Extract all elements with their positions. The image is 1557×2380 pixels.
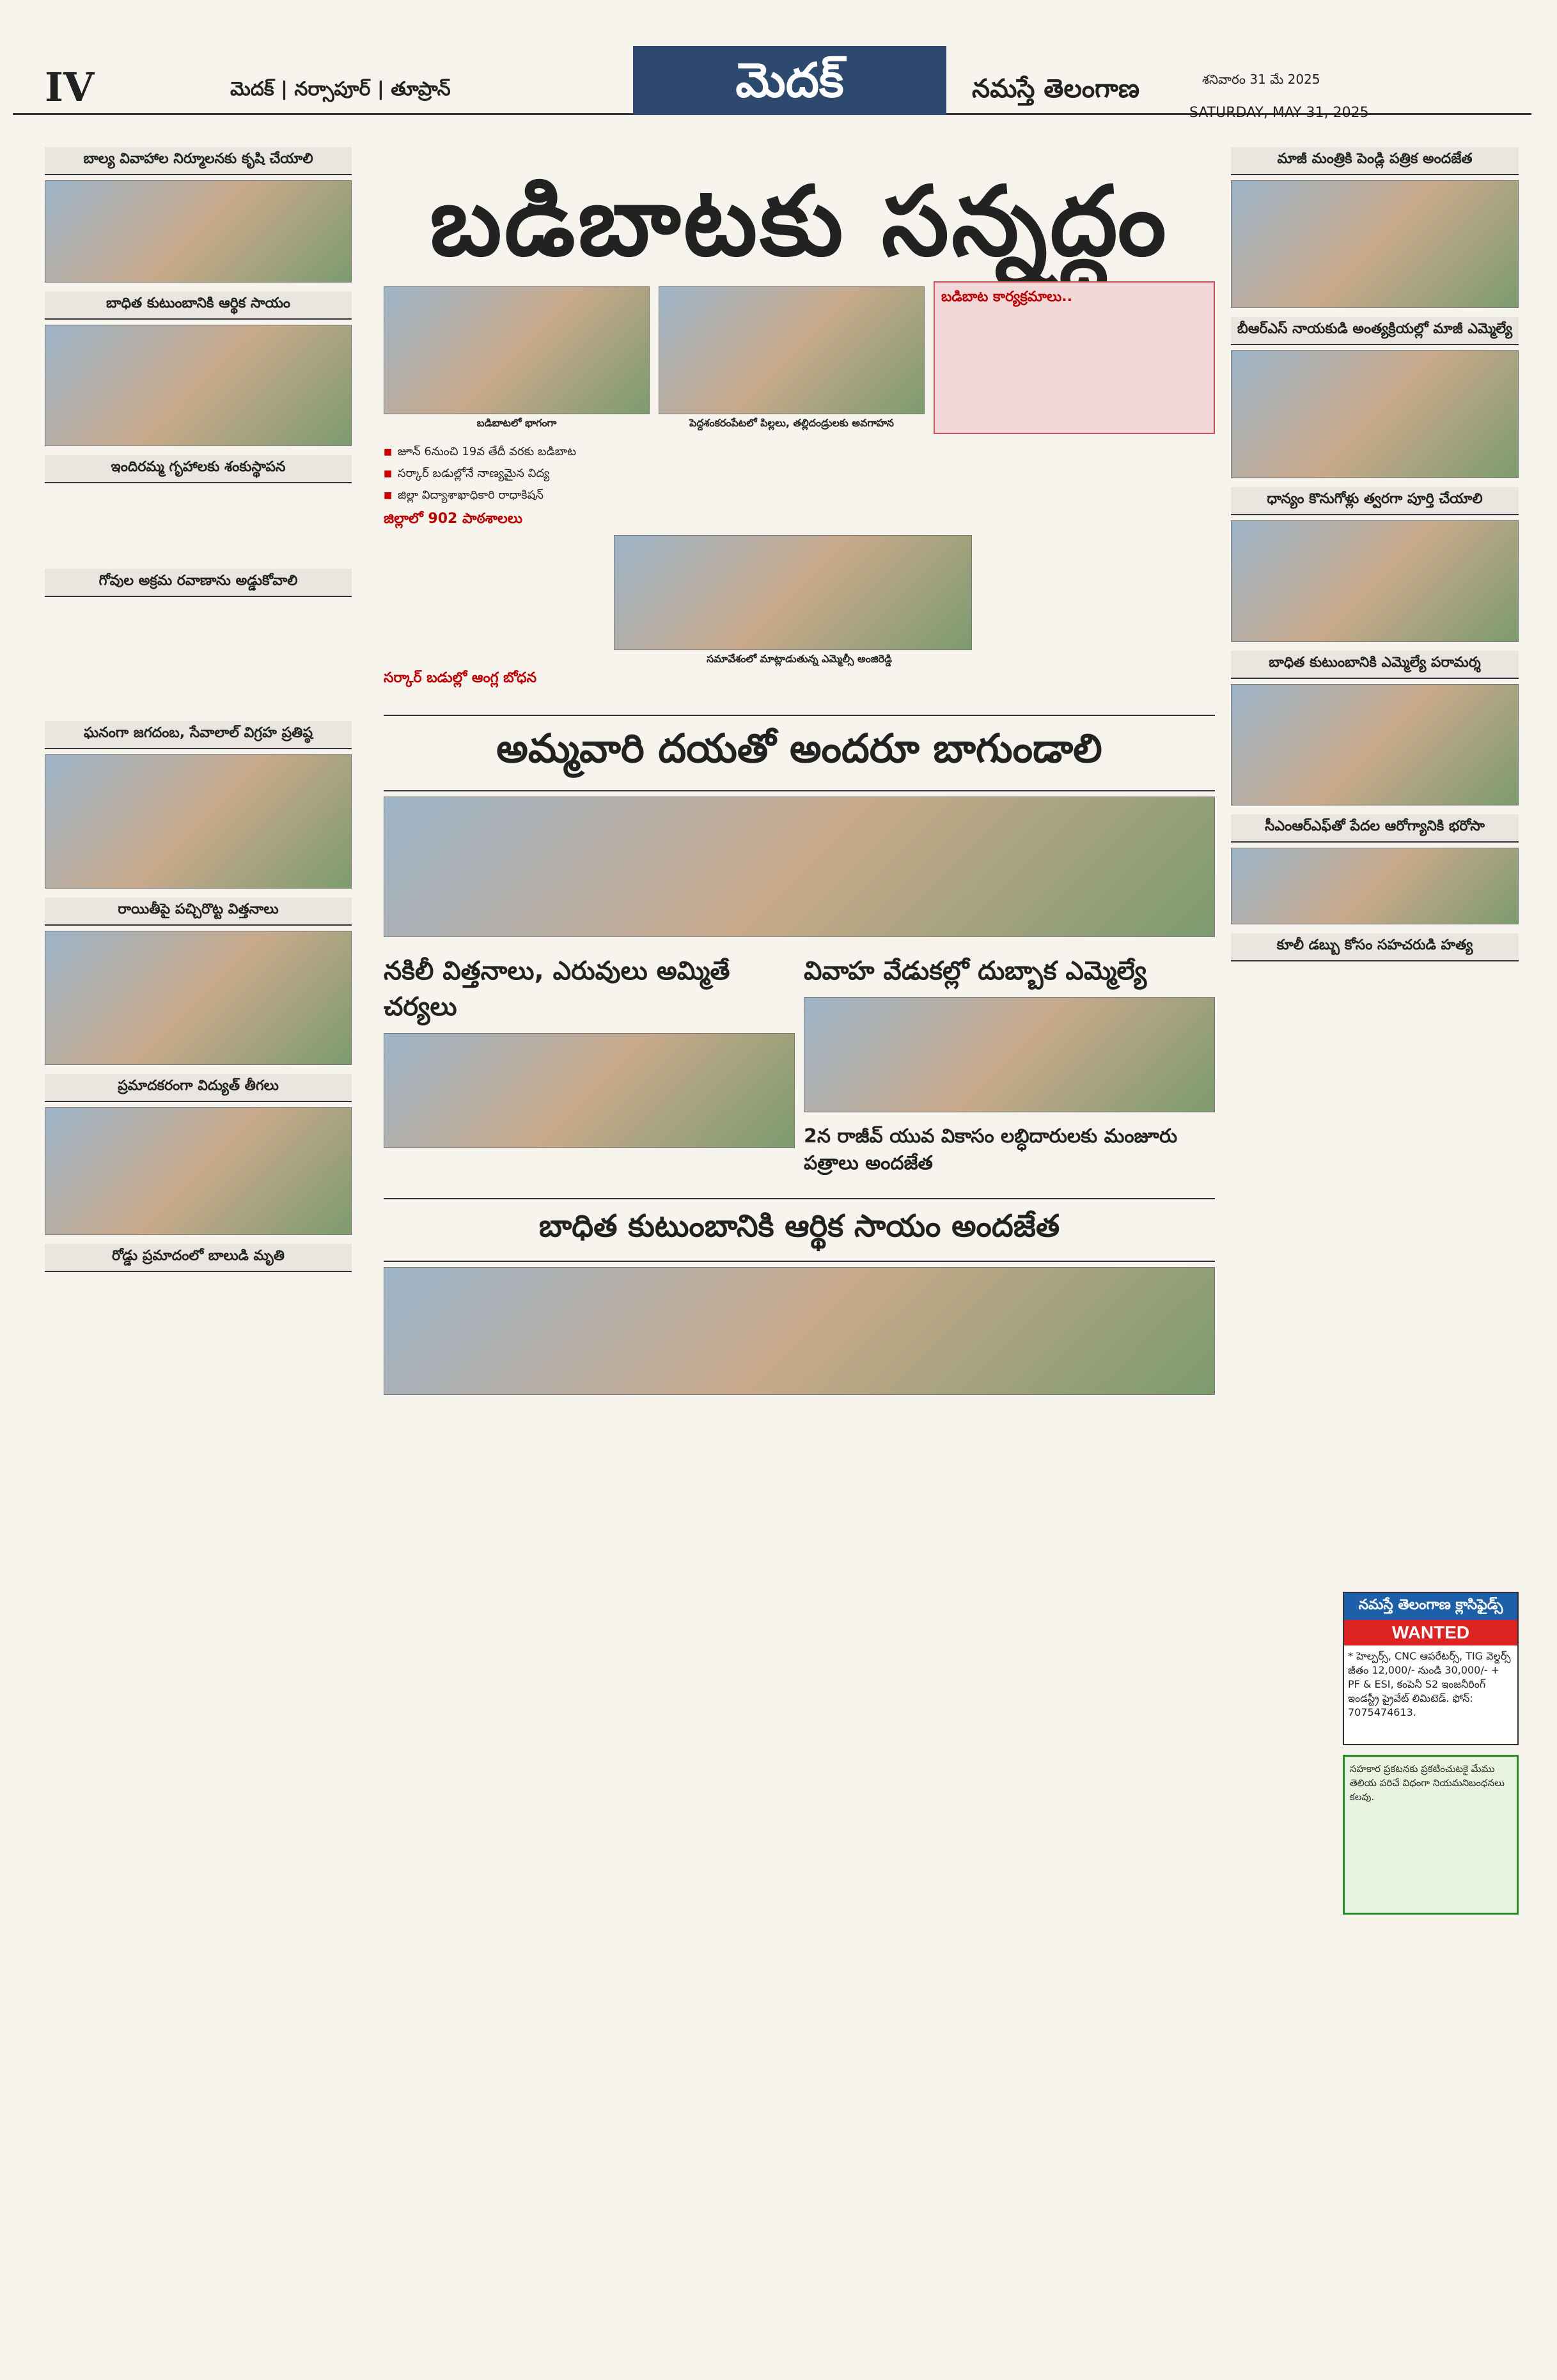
- left-column: [45, 147, 352, 2346]
- photo-caption: బడిబాటలో భాగంగా: [476, 417, 557, 429]
- news-photo: [1231, 350, 1519, 478]
- photo-caption: సమావేశంలో మాట్లాడుతున్న ఎమ్మెల్సీ అంజిరెడ్డి: [707, 653, 892, 665]
- bullet-list: [384, 443, 1215, 504]
- news-photo: [45, 754, 352, 889]
- photo-caption: పెద్దశంకరంపేటలో పిల్లలు, తల్లిదండ్రులకు అవగాహన: [689, 417, 894, 429]
- notice-box: సహకార ప్రకటనకు ప్రకటించుటకై మేము తెలియ పరిచే విధంగా నియమనిబంధనలు కలవు.: [1343, 1755, 1519, 1915]
- story-heading: ధాన్యం కొనుగోళ్లు త్వరగా పూర్తి చేయాలి: [1231, 487, 1519, 515]
- news-photo: [45, 1107, 352, 1235]
- news-photo: [384, 286, 650, 414]
- story: [1231, 933, 1519, 961]
- story-heading: మాజీ మంత్రికి పెండ్లి పత్రిక అందజేత: [1231, 147, 1519, 175]
- story: [1231, 147, 1519, 308]
- news-photo: [384, 1033, 795, 1148]
- text-block: [45, 483, 352, 560]
- text-block: [45, 597, 352, 712]
- story: [384, 956, 795, 1179]
- story-heading: ఇందిరమ్మ గృహాలకు శంకుస్థాపన: [45, 455, 352, 483]
- story-heading: కూలీ డబ్బు కోసం సహచరుడి హత్య: [1231, 933, 1519, 961]
- photo-block: [659, 281, 925, 434]
- subhead: జిల్లాలో 902 పాఠశాలలు: [384, 511, 522, 527]
- program-heading: బడిబాట కార్యక్రమాలు..: [941, 289, 1072, 305]
- news-photo: [1231, 520, 1519, 642]
- program-box: [934, 281, 1215, 434]
- bullet-item: ■ జిల్లా విద్యాశాఖాధికారి రాధాకిషన్: [384, 486, 1215, 504]
- date-telugu: శనివారం 31 మే 2025: [1202, 72, 1320, 87]
- subhead: సర్కార్ బడుల్లో ఆంగ్ల బోధన: [384, 670, 537, 686]
- wanted-banner: WANTED: [1344, 1620, 1517, 1645]
- classified-title: నమస్తే తెలంగాణ క్లాసిఫైడ్స్: [1344, 1593, 1517, 1620]
- news-photo: [384, 797, 1215, 937]
- main-column: [384, 281, 1215, 2346]
- story: [1231, 317, 1519, 478]
- news-photo: [614, 535, 972, 650]
- story-headline: బాధిత కుటుంబానికి ఆర్థిక సాయం అందజేత: [384, 1198, 1215, 1262]
- date-english: SATURDAY, MAY 31, 2025: [1189, 105, 1369, 121]
- lead-headline: బడిబాటకు సన్నద్ధం: [430, 166, 1169, 277]
- news-photo: [804, 997, 1215, 1112]
- story-heading: బాధిత కుటుంబానికి ఎమ్మెల్యే పరామర్శ: [1231, 651, 1519, 679]
- edition-title: మెదక్: [633, 46, 946, 115]
- news-photo: [1231, 848, 1519, 924]
- right-column: [1231, 147, 1519, 2346]
- story-headline: నకిలీ విత్తనాలు, ఎరువులు అమ్మితే చర్యలు: [384, 956, 730, 1022]
- story-heading: ప్రమాదకరంగా విద్యుత్ తీగలు: [45, 1074, 352, 1102]
- story-headline: వివాహ వేడుకల్లో దుబ్బాక ఎమ్మెల్యే: [804, 956, 1147, 986]
- classified-ad: [1343, 1592, 1519, 1745]
- news-photo: [45, 180, 352, 283]
- story-row: [384, 956, 1215, 1179]
- page-number: IV: [45, 64, 95, 111]
- story: [45, 147, 352, 283]
- story-heading: రోడ్డు ప్రమాదంలో బాలుడి మృతి: [45, 1244, 352, 1272]
- story: [804, 956, 1215, 1179]
- story-heading: సీఎంఆర్ఎఫ్‌తో పేదల ఆరోగ్యానికి భరోసా: [1231, 814, 1519, 843]
- story: [45, 292, 352, 446]
- story: [45, 1074, 352, 1235]
- bullet-item: ■ జూన్ 6నుంచి 19వ తేదీ వరకు బడిబాట: [384, 443, 1215, 461]
- story: [45, 455, 352, 560]
- story: [45, 1244, 352, 1272]
- story-heading: బాధిత కుటుంబానికి ఆర్థిక సాయం: [45, 292, 352, 320]
- story: [1231, 651, 1519, 805]
- story: [45, 721, 352, 889]
- bullet-item: ■ సర్కార్ బడుల్లోనే నాణ్యమైన విద్య: [384, 465, 1215, 483]
- newspaper-brand: నమస్తే తెలంగాణ: [972, 74, 1140, 104]
- story-heading: బాల్య వివాహాల నిర్మూలనకు కృషి చేయాలి: [45, 147, 352, 175]
- lead-photos: [384, 281, 1215, 434]
- news-photo: [1231, 180, 1519, 308]
- story-heading: బీఆర్ఎస్ నాయకుడి అంత్యక్రియల్లో మాజీ ఎమ్మెల్యే: [1231, 317, 1519, 345]
- photo-block: [384, 281, 650, 434]
- classified-body: * హెల్పర్స్, CNC ఆపరేటర్స్, TIG వెల్డర్స్ జీతం 12,000/- నుండి 30,000/- + PF & ESI, కంపెనీ S2 ఇంజనీరింగ్ ఇండస్ట్రీ ప్రైవేట్ లిమిటెడ్. ఫోన్: 7075474613.: [1348, 1650, 1511, 1718]
- news-photo: [384, 1267, 1215, 1395]
- news-photo: [45, 325, 352, 446]
- story: [1231, 814, 1519, 924]
- news-photo: [45, 931, 352, 1065]
- story: [1231, 487, 1519, 642]
- news-photo: [1231, 684, 1519, 805]
- section-breadcrumb: మెదక్ | నర్సాపూర్ | తూప్రాన్: [230, 78, 451, 100]
- story-heading: రాయితీపై పచ్చిరొట్ట విత్తనాలు: [45, 898, 352, 926]
- news-photo: [659, 286, 925, 414]
- story-headline: అమ్మవారి దయతో అందరూ బాగుండాలి: [384, 715, 1215, 791]
- story-heading: ఘనంగా జగదంబ, సేవాలాల్ విగ్రహ ప్రతిష్ఠ: [45, 721, 352, 749]
- story: [45, 569, 352, 712]
- story: [45, 898, 352, 1065]
- story-heading: గోవుల అక్రమ రవాణాను అడ్డుకోవాలి: [45, 569, 352, 597]
- story-headline: 2న రాజీవ్ యువ వికాసం లబ్ధిదారులకు మంజూరు పత్రాలు అందజేత: [804, 1125, 1178, 1174]
